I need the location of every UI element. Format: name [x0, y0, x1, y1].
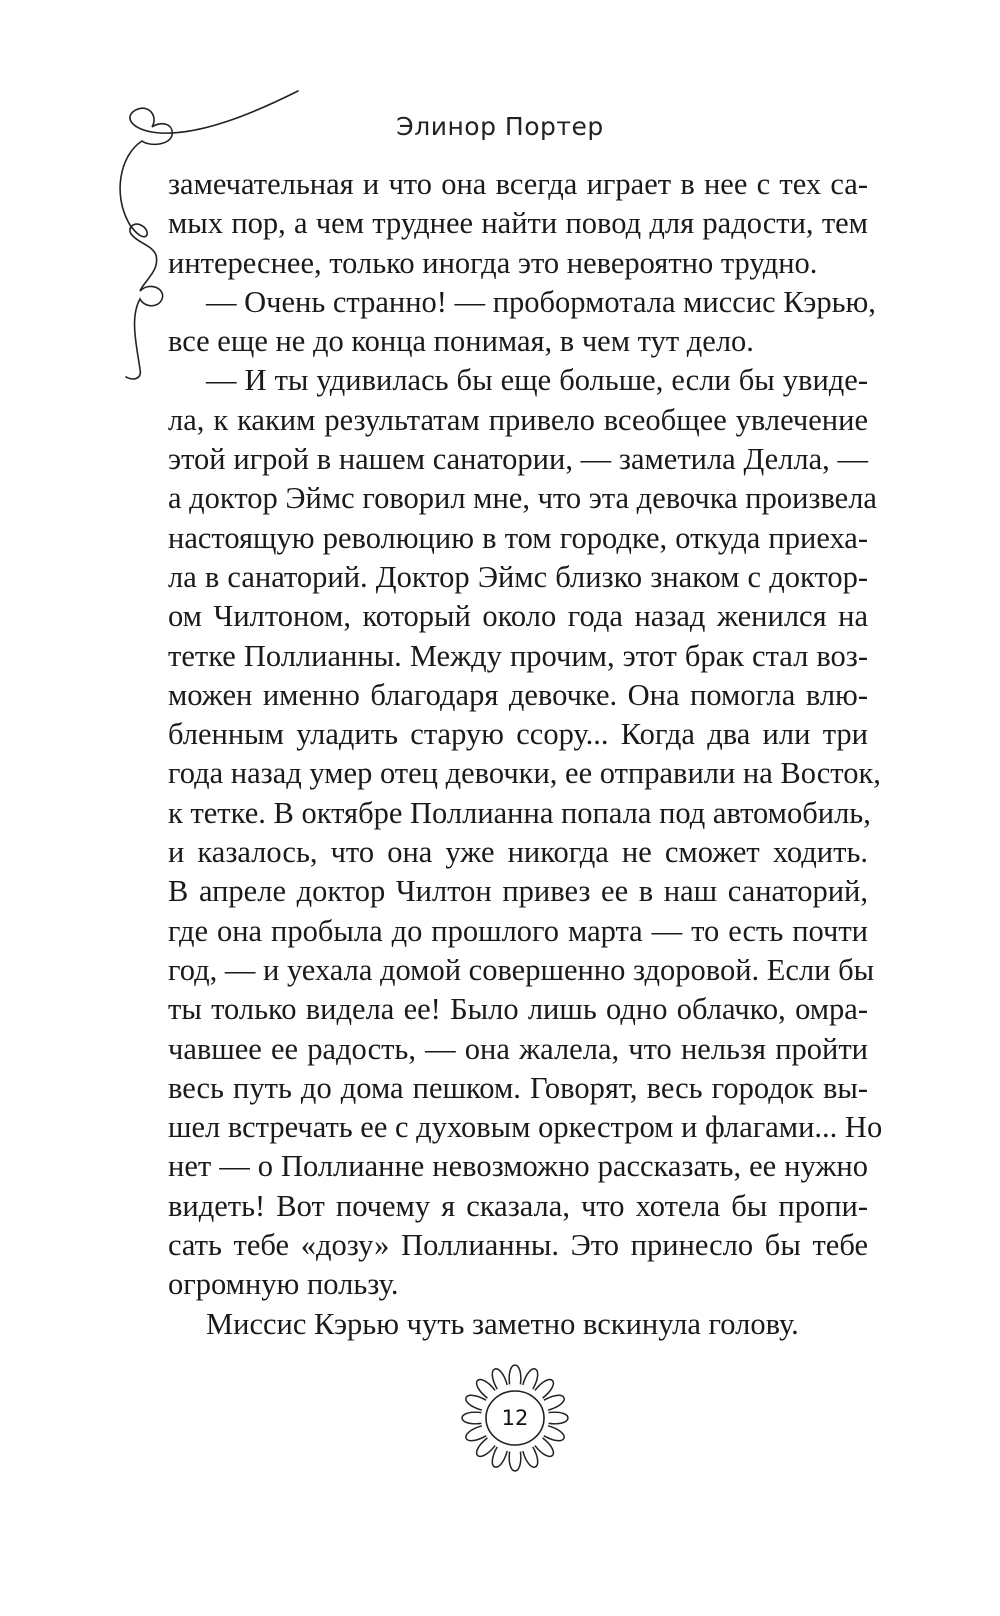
text-line: весь путь до дома пешком. Говорят, весь городок вы- [168, 1070, 868, 1105]
running-header-author: Элинор Портер [396, 112, 604, 141]
text-line: все еще не до конца понимая, в чем тут дело. [168, 324, 754, 359]
text-line: сать тебе «дозу» Поллианны. Это принесло бы тебе [168, 1228, 868, 1263]
text-line: видеть! Вот почему я сказала, что хотела бы пропи- [168, 1188, 868, 1223]
text-line: чавшее ее радость, — она жалела, что нельзя пройти [168, 1031, 868, 1066]
text-line: и казалось, что она уже никогда не сможет ходить. [168, 835, 868, 870]
text-line: а доктор Эймс говорил мне, что эта девочка произвела [168, 481, 877, 516]
text-line: нет — о Поллианне невозможно рассказать, ее нужно [168, 1149, 868, 1184]
text-line: где она пробыла до прошлого марта — то есть почти [168, 913, 868, 948]
page-number: 12 [501, 1406, 529, 1430]
text-line: этой игрой в нашем санатории, — заметила Делла, — [168, 442, 868, 477]
text-line: ты только видела ее! Было лишь одно облачко, омра- [168, 992, 868, 1027]
text-line: к тетке. В октябре Поллианна попала под автомобиль, [168, 795, 871, 830]
text-line: шел встречать ее с духовым оркестром и флагами... Но [168, 1110, 883, 1145]
text-line: настоящую революцию в том городке, откуда приеха- [168, 520, 868, 555]
text-line: ла в санаторий. Доктор Эймс близко знаком с доктор- [168, 559, 868, 594]
text-line: бленным уладить старую ссору... Когда два или три [168, 717, 868, 752]
text-line: — И ты удивилась бы еще больше, если бы увиде- [206, 363, 868, 398]
text-line: год, — и уехала домой совершенно здоровой. Если бы [168, 952, 875, 987]
text-line: замечательная и что она всегда играет в нее с тех са- [168, 167, 868, 201]
text-line: ом Чилтоном, который около года назад женился на [168, 599, 868, 634]
text-line: ла, к каким результатам привело всеобщее увлечение [168, 402, 868, 437]
text-line: года назад умер отец девочки, ее отправили на Восток, [168, 756, 881, 791]
text-line: мых пор, а чем труднее найти повод для радости, тем [168, 206, 868, 241]
text-line: можен именно благодаря девочке. Она помогла влю- [168, 677, 868, 712]
text-line: — Очень странно! — пробормотала миссис Кэрью, [206, 284, 876, 319]
text-line: огромную пользу. [168, 1267, 399, 1302]
text-line: В апреле доктор Чилтон привез ее в наш санаторий, [168, 874, 868, 909]
text-line: Миссис Кэрью чуть заметно вскинула голову. [206, 1306, 799, 1341]
text-line: тетке Поллианны. Между прочим, этот брак стал воз- [168, 638, 868, 673]
text-line: интереснее, только иногда это невероятно трудно. [168, 245, 818, 280]
